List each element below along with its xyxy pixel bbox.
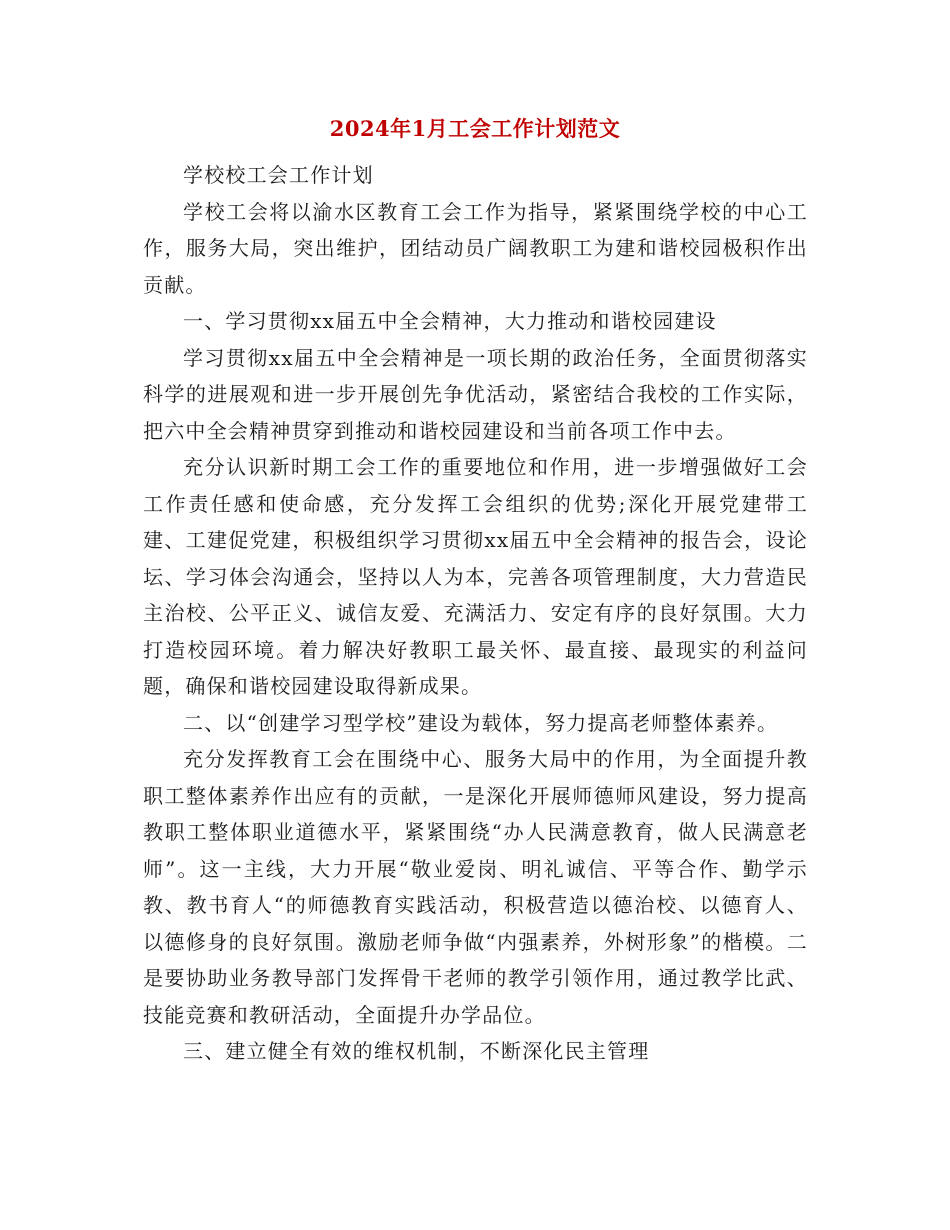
section-heading-3: 三、建立健全有效的维权机制，不断深化民主管理	[183, 1039, 650, 1063]
paragraph: 充分发挥教育工会在围绕中心、服务大局中的作用，为全面提升教职工整体素养作出应有的贡献，一是深化开展师德师风建设，努力提高教职工整体职业道德水平，紧紧围绕“办人民满意教育，做人民满意老师”。这一主线，大力开展“敬业爱岗、明礼诚信、平等合作、勤学示教、教书育人“的师德教育实践活动，积极营造以德治校、以德育人、以德修身的良好氛围。激励老师争做“内强素养，外树形象”的楷模。二是要协助业务教导部门发挥骨干老师的教学引领作用，通过教学比武、技能竞赛和教研活动，全面提升办学品位。	[143, 747, 808, 1027]
section-heading-1: 一、学习贯彻xx届五中全会精神，大力推动和谐校园建设	[183, 309, 717, 333]
document-body	[143, 157, 808, 1070]
paragraph: 学习贯彻xx届五中全会精神是一项长期的政治任务，全面贯彻落实科学的进展观和进一步开展创先争优活动，紧密结合我校的工作实际，把六中全会精神贯穿到推动和谐校园建设和当前各项工作中去。	[143, 345, 808, 443]
section-heading-2: 二、以“创建学习型学校”建设为载体，努力提高老师整体素养。	[183, 710, 779, 735]
paragraph-intro: 学校工会将以渝水区教育工会工作为指导，紧紧围绕学校的中心工作，服务大局，突出维护，团结动员广阔教职工为建和谐校园极积作出贡献。	[143, 199, 808, 297]
paragraph: 充分认识新时期工会工作的重要地位和作用，进一步增强做好工会工作责任感和使命感，充分发挥工会组织的优势;深化开展党建带工建、工建促党建，积极组织学习贯彻xx届五中全会精神的报告会，设论坛、学习体会沟通会，坚持以人为本，完善各项管理制度，大力营造民主治校、公平正义、诚信友爱、充满活力、安定有序的良好氛围。大力打造校园环境。着力解决好教职工最关怀、最直接、最现实的利益问题，确保和谐校园建设取得新成果。	[143, 455, 808, 698]
paragraph-heading-school-union-plan: 学校校工会工作计划	[183, 163, 374, 187]
document-title: 2024年1月工会工作计划范文	[329, 116, 621, 141]
